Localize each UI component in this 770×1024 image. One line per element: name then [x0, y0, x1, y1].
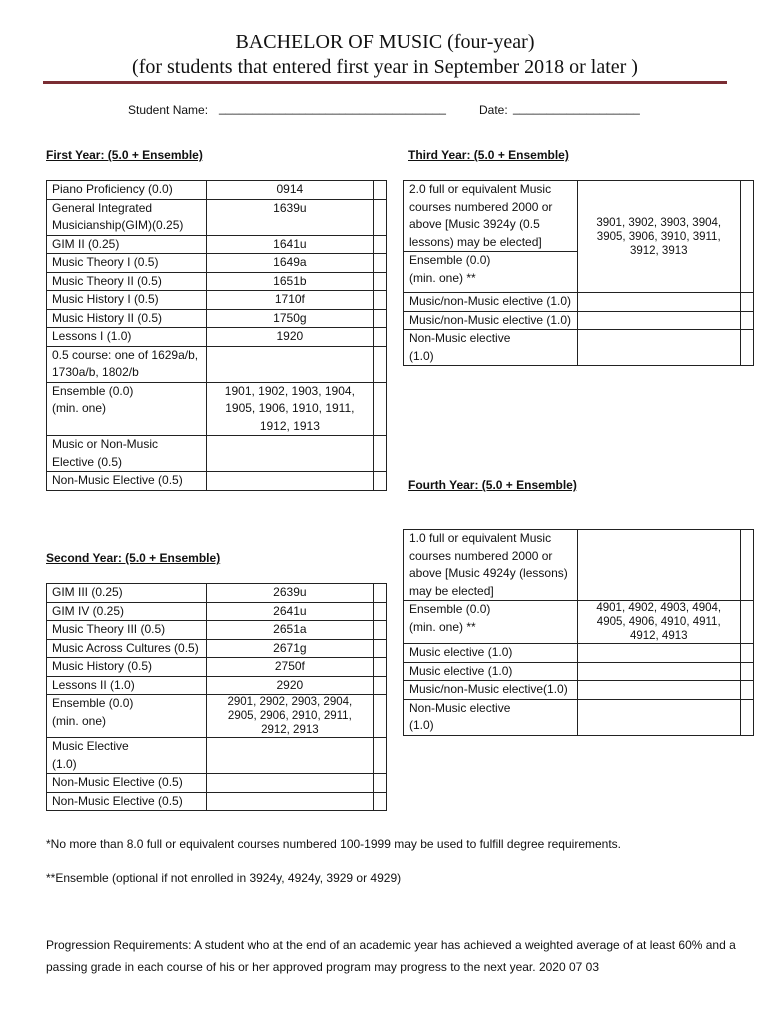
course-cell: Non-Music Elective (0.5) [47, 472, 207, 491]
table-row [47, 309, 387, 328]
course-cell: GIM IV (0.25) [47, 602, 207, 621]
course-cell: Music History I (0.5) [47, 291, 207, 310]
completion-checkbox[interactable] [373, 254, 386, 273]
course-code: 2750f [207, 658, 373, 677]
course-code: 1641u [207, 235, 373, 254]
table-row [404, 530, 754, 601]
date-field[interactable]: ___________________ [513, 101, 640, 115]
course-cell: Music/non-Music elective(1.0) [404, 681, 578, 700]
table-row [404, 644, 754, 663]
fourth-year-heading: Fourth Year: (5.0 + Ensemble) [408, 478, 577, 492]
completion-checkbox[interactable] [740, 311, 753, 330]
table-row [404, 311, 754, 330]
completion-checkbox[interactable] [373, 774, 386, 793]
completion-checkbox[interactable] [373, 584, 386, 603]
course-cell: Music Theory I (0.5) [47, 254, 207, 273]
table-row [47, 272, 387, 291]
course-code: 2920 [207, 676, 373, 695]
completion-checkbox[interactable] [740, 644, 753, 663]
table-row [47, 181, 387, 200]
completion-checkbox[interactable] [373, 181, 386, 200]
completion-checkbox[interactable] [373, 621, 386, 640]
course-code: 2901, 2902, 2903, 2904, 2905, 2906, 2910, 2911, 2912, 2913 [207, 695, 373, 738]
table-row [47, 472, 387, 491]
course-cell: Music elective (1.0) [404, 662, 578, 681]
table-row [47, 621, 387, 640]
course-cell: Non-Music elective (1.0) [404, 699, 578, 735]
course-cell: Music History (0.5) [47, 658, 207, 677]
document-title-line2: (for students that entered first year in September 2018 or later ) [132, 56, 638, 78]
course-code: 3901, 3902, 3903, 3904, 3905, 3906, 3910, 3911, 3912, 3913 [577, 181, 740, 293]
student-name-field[interactable]: __________________________________ [219, 101, 446, 115]
completion-checkbox[interactable] [373, 472, 386, 491]
course-code: 1901, 1902, 1903, 1904, 1905, 1906, 1910, 1911, 1912, 1913 [207, 382, 373, 436]
course-code: 1649a [207, 254, 373, 273]
course-code [577, 644, 740, 663]
third-year-heading: Third Year: (5.0 + Ensemble) [408, 148, 569, 162]
fourth-year-table [403, 529, 754, 736]
completion-checkbox[interactable] [740, 601, 753, 644]
table-row [404, 699, 754, 735]
course-code: 0914 [207, 181, 373, 200]
course-code [207, 436, 373, 472]
course-code [207, 792, 373, 811]
table-row [47, 738, 387, 774]
table-row [47, 328, 387, 347]
table-row [47, 254, 387, 273]
course-cell: 1.0 full or equivalent Music courses numbered 2000 or above [Music 4924y (lessons) may be elected] [404, 530, 578, 601]
table-row [47, 584, 387, 603]
course-code [207, 774, 373, 793]
completion-checkbox[interactable] [373, 602, 386, 621]
title-divider [43, 81, 727, 84]
table-row [47, 382, 387, 436]
second-year-heading: Second Year: (5.0 + Ensemble) [46, 551, 221, 565]
course-cell: Music History II (0.5) [47, 309, 207, 328]
completion-checkbox[interactable] [740, 662, 753, 681]
course-cell: GIM II (0.25) [47, 235, 207, 254]
footnote-courses: *No more than 8.0 full or equivalent courses numbered 100-1999 may be used to fulfill degree requirements. [46, 837, 621, 851]
completion-checkbox[interactable] [373, 199, 386, 235]
course-cell: Lessons II (1.0) [47, 676, 207, 695]
completion-checkbox[interactable] [373, 272, 386, 291]
table-row [47, 346, 387, 382]
course-cell: 0.5 course: one of 1629a/b, 1730a/b, 1802/b [47, 346, 207, 382]
course-code [577, 311, 740, 330]
table-row [47, 658, 387, 677]
course-code [577, 662, 740, 681]
course-cell: Music Theory III (0.5) [47, 621, 207, 640]
course-code: 1750g [207, 309, 373, 328]
first-year-heading: First Year: (5.0 + Ensemble) [46, 148, 203, 162]
course-cell: Music/non-Music elective (1.0) [404, 311, 578, 330]
course-code [577, 530, 740, 601]
course-cell: Piano Proficiency (0.0) [47, 181, 207, 200]
course-cell: 2.0 full or equivalent Music courses numbered 2000 or above [Music 3924y (0.5 lessons) may be elected] [404, 181, 578, 252]
course-code [577, 699, 740, 735]
course-code: 2651a [207, 621, 373, 640]
course-cell: Music/non-Music elective (1.0) [404, 293, 578, 312]
table-row [404, 662, 754, 681]
completion-checkbox[interactable] [373, 291, 386, 310]
course-cell: Lessons I (1.0) [47, 328, 207, 347]
table-row [47, 792, 387, 811]
course-code: 2639u [207, 584, 373, 603]
table-row [47, 291, 387, 310]
table-row [47, 602, 387, 621]
completion-checkbox[interactable] [740, 330, 753, 366]
completion-checkbox[interactable] [373, 695, 386, 738]
course-code: 2641u [207, 602, 373, 621]
table-row [404, 330, 754, 366]
table-row [47, 639, 387, 658]
completion-checkbox[interactable] [740, 530, 753, 601]
table-row [47, 676, 387, 695]
second-year-table [46, 583, 387, 811]
completion-checkbox[interactable] [740, 699, 753, 735]
course-code [577, 681, 740, 700]
course-code: 1639u [207, 199, 373, 235]
table-row [47, 235, 387, 254]
course-cell: GIM III (0.25) [47, 584, 207, 603]
course-cell: Non-Music Elective (0.5) [47, 792, 207, 811]
completion-checkbox[interactable] [740, 293, 753, 312]
table-row [47, 199, 387, 235]
table-row [47, 695, 387, 738]
course-cell: General Integrated Musicianship(GIM)(0.25) [47, 199, 207, 235]
completion-checkbox[interactable] [373, 738, 386, 774]
table-row [47, 436, 387, 472]
course-cell: Music or Non-Music Elective (0.5) [47, 436, 207, 472]
table-row [47, 774, 387, 793]
course-code: 1710f [207, 291, 373, 310]
student-name-label: Student Name: [128, 103, 209, 117]
third-year-table [403, 180, 754, 366]
first-year-table [46, 180, 387, 491]
course-code [207, 472, 373, 491]
completion-checkbox[interactable] [373, 346, 386, 382]
course-code: 1651b [207, 272, 373, 291]
completion-checkbox[interactable] [373, 658, 386, 677]
table-row [404, 181, 754, 252]
completion-checkbox[interactable] [373, 436, 386, 472]
completion-checkbox[interactable] [373, 328, 386, 347]
course-code [577, 293, 740, 312]
table-row [404, 601, 754, 644]
course-cell: Non-Music elective (1.0) [404, 330, 578, 366]
course-cell: Music Across Cultures (0.5) [47, 639, 207, 658]
course-cell: Music Theory II (0.5) [47, 272, 207, 291]
completion-checkbox[interactable] [740, 181, 753, 293]
completion-checkbox[interactable] [373, 792, 386, 811]
progression-requirements: Progression Requirements: A student who at the end of an academic year has achieved a weighted average of at least 60% and a passing grade in each course of his or her approved program may progress to the next year. 2020 07 03 [46, 938, 736, 974]
course-cell: Ensemble (0.0) (min. one) [47, 695, 207, 738]
completion-checkbox[interactable] [373, 309, 386, 328]
course-cell: Ensemble (0.0) (min. one) [47, 382, 207, 436]
course-cell: Ensemble (0.0) (min. one) ** [404, 601, 578, 644]
course-code: 4901, 4902, 4903, 4904, 4905, 4906, 4910, 4911, 4912, 4913 [577, 601, 740, 644]
completion-checkbox[interactable] [373, 676, 386, 695]
course-code [577, 330, 740, 366]
date-label: Date: [479, 103, 508, 117]
course-cell: Ensemble (0.0) (min. one) ** [404, 252, 578, 293]
completion-checkbox[interactable] [740, 681, 753, 700]
course-cell: Non-Music Elective (0.5) [47, 774, 207, 793]
course-code [207, 346, 373, 382]
course-code [207, 738, 373, 774]
completion-checkbox[interactable] [373, 382, 386, 436]
completion-checkbox[interactable] [373, 639, 386, 658]
table-row [404, 293, 754, 312]
document-title-line1: BACHELOR OF MUSIC (four-year) [235, 31, 535, 53]
course-code: 2671g [207, 639, 373, 658]
course-cell: Music Elective (1.0) [47, 738, 207, 774]
footnote-ensemble: **Ensemble (optional if not enrolled in 3924y, 4924y, 3929 or 4929) [46, 871, 402, 885]
course-code: 1920 [207, 328, 373, 347]
completion-checkbox[interactable] [373, 235, 386, 254]
table-row [404, 681, 754, 700]
course-cell: Music elective (1.0) [404, 644, 578, 663]
